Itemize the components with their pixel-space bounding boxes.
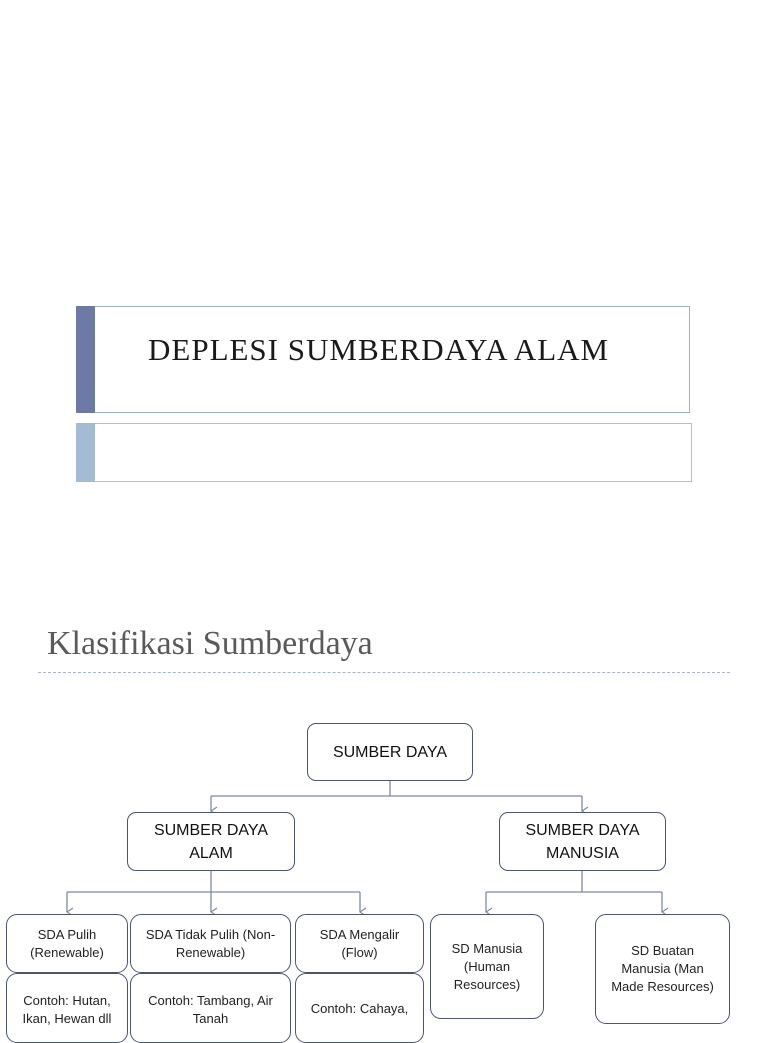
node-sd-buatan-label: SD Buatan Manusia (Man Made Resources) — [611, 943, 714, 994]
node-sda — [127, 812, 295, 871]
node-sd-manusia — [430, 914, 544, 1019]
node-contoh-pulih — [6, 973, 128, 1043]
node-sdm — [499, 812, 666, 871]
node-sd-manusia-label: SD Manusia (Human Resources) — [451, 940, 523, 992]
node-contoh-pulih-label: Contoh: Hutan, Ikan, Hewan dll — [22, 993, 112, 1026]
section-title: Klasifikasi Sumberdaya — [47, 625, 373, 662]
node-sda-tidak-pulih-label: SDA Tidak Pulih (Non-Renewable) — [145, 926, 276, 960]
node-sda-mengalir — [295, 914, 424, 973]
node-sda-label: SUMBER DAYA ALAM — [153, 821, 269, 862]
node-sumber-daya-label: SUMBER DAYA — [332, 743, 448, 761]
slide-title: DEPLESI SUMBERDAYA ALAM — [148, 332, 610, 367]
node-sda-mengalir-label: SDA Mengalir (Flow) — [319, 926, 400, 960]
node-sda-pulih — [6, 914, 128, 973]
node-sumber-daya — [307, 723, 473, 781]
node-sd-buatan — [595, 914, 730, 1024]
node-contoh-mengalir-label: Contoh: Cahaya, — [310, 1001, 409, 1016]
node-sda-pulih-label: SDA Pulih (Renewable) — [30, 926, 104, 960]
node-contoh-mengalir — [295, 973, 424, 1043]
node-sda-tidak-pulih — [130, 914, 291, 973]
node-sdm-label: SUMBER DAYA MANUSIA — [525, 821, 640, 862]
node-contoh-tidak-pulih — [130, 973, 291, 1043]
node-contoh-tidak-pulih-label: Contoh: Tambang, Air Tanah — [148, 993, 273, 1026]
